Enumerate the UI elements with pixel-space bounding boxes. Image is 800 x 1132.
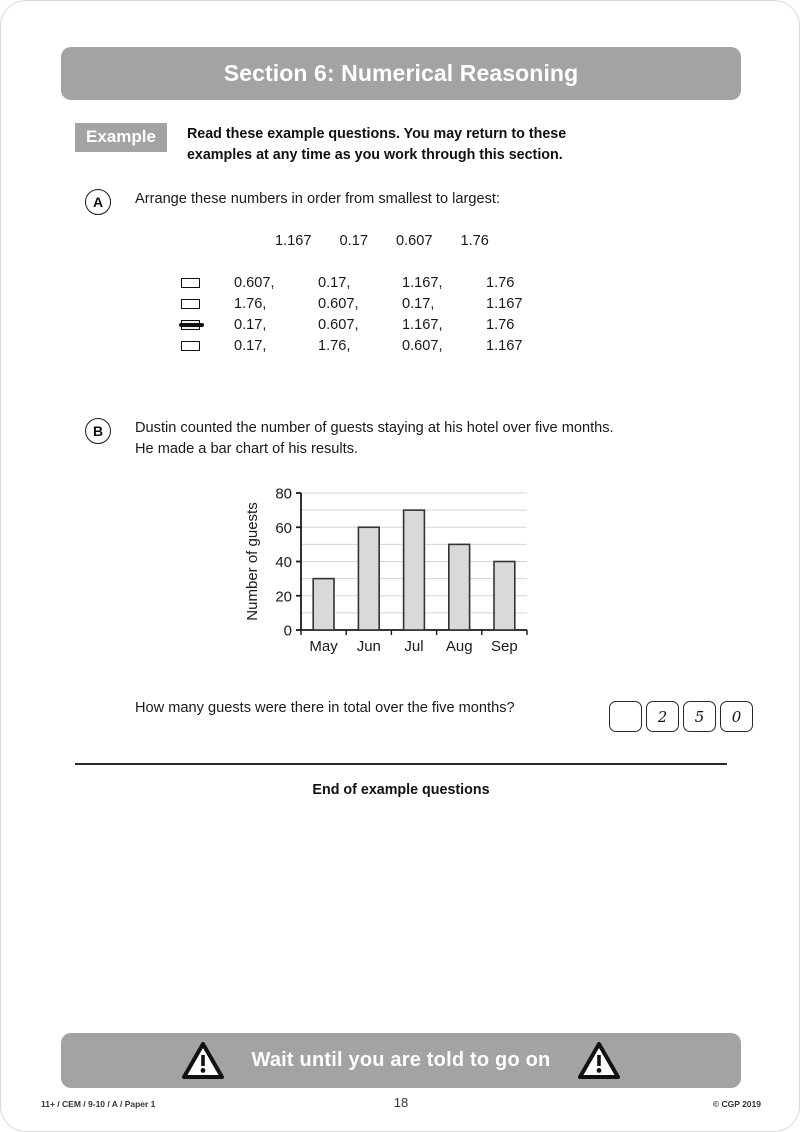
svg-text:Number of guests: Number of guests — [244, 502, 261, 622]
example-instructions-line-2: examples at any time as you work through this section. — [186, 147, 563, 164]
question-a-stem: Arrange these numbers in order from smallest to largest: — [135, 191, 501, 207]
answer-digit-box[interactable]: 5 — [683, 701, 716, 732]
svg-text:60: 60 — [275, 520, 292, 538]
example-instructions — [187, 123, 566, 167]
option-values — [234, 275, 514, 291]
question-a-options — [181, 273, 745, 357]
warning-triangle-icon — [578, 1042, 620, 1080]
svg-text:40: 40 — [275, 554, 292, 572]
svg-text:May: May — [309, 638, 338, 656]
option-values — [234, 338, 523, 354]
option-checkbox[interactable] — [181, 341, 200, 351]
number-item: 0.17 — [339, 232, 368, 249]
question-a-marker: A — [85, 189, 111, 215]
svg-text:20: 20 — [275, 588, 292, 606]
example-badge: Example — [75, 123, 167, 152]
svg-text:Aug: Aug — [445, 638, 473, 656]
svg-text:Jun: Jun — [356, 638, 381, 656]
option-row[interactable] — [181, 336, 745, 357]
svg-text:Sep: Sep — [491, 638, 518, 656]
question-a-number-list — [275, 233, 745, 249]
option-value: 0.17, — [402, 296, 435, 313]
svg-text:0: 0 — [283, 622, 292, 640]
number-item: 1.167 — [275, 232, 312, 249]
option-value: 0.17, — [318, 275, 351, 292]
question-b-stem-line-1: Dustin counted the number of guests staying at his hotel over five months. — [135, 420, 614, 436]
wait-instruction-bar — [61, 1033, 741, 1088]
option-row[interactable] — [181, 273, 745, 294]
answer-digit-box[interactable] — [609, 701, 642, 732]
option-values — [234, 296, 523, 312]
answer-box-group[interactable] — [609, 701, 753, 732]
option-value: 0.607, — [318, 296, 359, 313]
wait-instruction-text: Wait until you are told to go on — [251, 1049, 551, 1071]
question-b — [85, 418, 745, 716]
question-b-stem-line-2: He made a bar chart of his results. — [135, 440, 359, 457]
section-header-bar — [61, 47, 741, 100]
page-title: Section 6: Numerical Reasoning — [223, 60, 579, 86]
option-value: 1.167, — [402, 317, 443, 334]
option-checkbox-marked[interactable] — [181, 320, 200, 330]
svg-text:Jul: Jul — [404, 638, 424, 656]
option-value: 1.167, — [402, 275, 443, 292]
footer-copyright: © CGP 2019 — [712, 1099, 761, 1109]
answer-digit-box[interactable]: 2 — [646, 701, 679, 732]
option-values — [234, 317, 514, 333]
example-banner — [75, 123, 735, 167]
option-checkbox[interactable] — [181, 299, 200, 309]
question-b-marker: B — [85, 418, 111, 444]
number-item: 0.607 — [395, 232, 433, 249]
answer-digit-box[interactable]: 0 — [720, 701, 753, 732]
footer-reference: 11+ / CEM / 9-10 / A / Paper 1 — [41, 1099, 156, 1109]
option-value: 0.607, — [318, 317, 359, 334]
option-row-selected[interactable] — [181, 315, 745, 336]
question-b-followup: How many guests were there in total over the five months? — [135, 700, 515, 717]
option-value: 0.17, — [234, 338, 267, 355]
option-value: 0.17, — [234, 317, 267, 334]
question-b-stem — [135, 418, 745, 459]
option-value: 0.607, — [234, 275, 275, 292]
svg-text:80: 80 — [275, 485, 292, 503]
warning-triangle-icon — [182, 1042, 224, 1080]
option-value: 1.76 — [486, 317, 515, 334]
bar-chart — [239, 485, 539, 670]
number-item: 1.76 — [460, 232, 489, 249]
end-of-examples-note: End of example questions — [312, 782, 490, 798]
question-a — [85, 189, 745, 357]
option-value: 0.607, — [402, 338, 443, 355]
option-value: 1.76 — [486, 275, 515, 292]
option-value: 1.167 — [486, 296, 523, 313]
option-value: 1.76, — [318, 338, 351, 355]
option-value: 1.76, — [234, 296, 267, 313]
option-row[interactable] — [181, 294, 745, 315]
example-instructions-line-1: Read these example questions. You may return to these — [186, 126, 567, 142]
section-divider — [75, 763, 727, 765]
footer-page-number: 18 — [393, 1095, 409, 1110]
option-value: 1.167 — [486, 338, 523, 355]
bar-chart-svg — [239, 485, 539, 670]
option-checkbox[interactable] — [181, 278, 200, 288]
